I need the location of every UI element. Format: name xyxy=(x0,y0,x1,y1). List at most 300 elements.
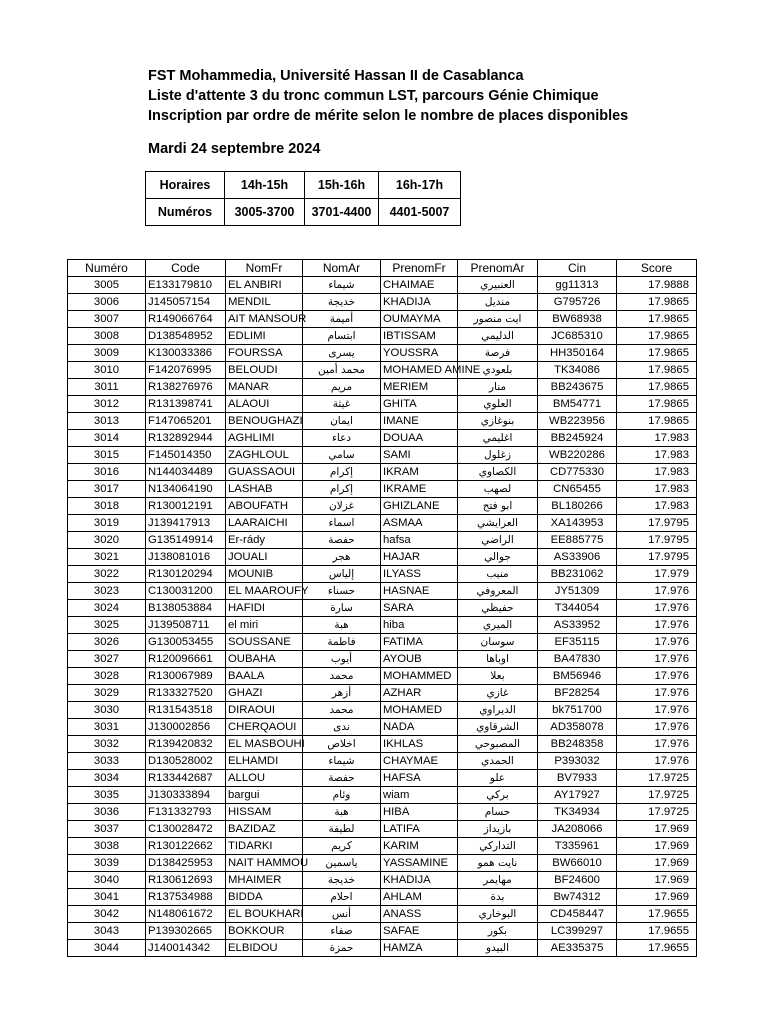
code-cell: C130031200 xyxy=(146,583,226,600)
score-cell: 17.9655 xyxy=(617,940,697,957)
code-cell: N148061672 xyxy=(146,906,226,923)
cin-cell: TK34934 xyxy=(538,804,617,821)
schedule-numbers-row xyxy=(146,199,461,226)
nom-fr-cell: OUBAHA xyxy=(226,651,303,668)
prenom-fr-cell: wiam xyxy=(381,787,458,804)
score-cell: 17.9725 xyxy=(617,787,697,804)
code-cell: K130033386 xyxy=(146,345,226,362)
cin-cell: P393032 xyxy=(538,753,617,770)
score-cell: 17.969 xyxy=(617,872,697,889)
nom-fr-cell: EL BOUKHARI xyxy=(226,906,303,923)
table-row xyxy=(68,804,697,821)
table-row xyxy=(68,736,697,753)
numero-cell: 3034 xyxy=(68,770,146,787)
column-header: NomAr xyxy=(303,260,381,277)
table-row xyxy=(68,617,697,634)
nom-fr-cell: HISSAM xyxy=(226,804,303,821)
cin-cell: AS33906 xyxy=(538,549,617,566)
table-row xyxy=(68,447,697,464)
score-cell: 17.979 xyxy=(617,566,697,583)
nom-ar-cell: هجر xyxy=(303,549,381,566)
cin-cell: BM56946 xyxy=(538,668,617,685)
table-row xyxy=(68,651,697,668)
code-cell: B138053884 xyxy=(146,600,226,617)
code-cell: R133442687 xyxy=(146,770,226,787)
numero-cell: 3011 xyxy=(68,379,146,396)
score-cell: 17.976 xyxy=(617,583,697,600)
prenom-ar-cell: العلوي xyxy=(458,396,538,413)
cin-cell: AS33952 xyxy=(538,617,617,634)
prenom-ar-cell: حفيظي xyxy=(458,600,538,617)
table-row xyxy=(68,821,697,838)
code-cell: R149066764 xyxy=(146,311,226,328)
table-row xyxy=(68,464,697,481)
code-cell: R131398741 xyxy=(146,396,226,413)
prenom-ar-cell: نايت همو xyxy=(458,855,538,872)
numero-cell: 3024 xyxy=(68,600,146,617)
prenom-fr-cell: DOUAA xyxy=(381,430,458,447)
table-row xyxy=(68,787,697,804)
code-cell: R138276976 xyxy=(146,379,226,396)
nom-ar-cell: سارة xyxy=(303,600,381,617)
table-row xyxy=(68,685,697,702)
nom-ar-cell: حمزة xyxy=(303,940,381,957)
prenom-fr-cell: hafsa xyxy=(381,532,458,549)
prenom-fr-cell: HASNAE xyxy=(381,583,458,600)
code-cell: N144034489 xyxy=(146,464,226,481)
cin-cell: Bw74312 xyxy=(538,889,617,906)
nom-fr-cell: JOUALI xyxy=(226,549,303,566)
numero-cell: 3012 xyxy=(68,396,146,413)
score-cell: 17.983 xyxy=(617,464,697,481)
nom-fr-cell: HAFIDI xyxy=(226,600,303,617)
prenom-ar-cell: العرايشي xyxy=(458,515,538,532)
cin-cell: CD775330 xyxy=(538,464,617,481)
nom-fr-cell: ABOUFATH xyxy=(226,498,303,515)
prenom-fr-cell: FATIMA xyxy=(381,634,458,651)
score-cell: 17.976 xyxy=(617,753,697,770)
nom-fr-cell: ALAOUI xyxy=(226,396,303,413)
column-header: Score xyxy=(617,260,697,277)
score-cell: 17.976 xyxy=(617,600,697,617)
prenom-fr-cell: KHADIJA xyxy=(381,872,458,889)
nom-fr-cell: BIDDA xyxy=(226,889,303,906)
nom-ar-cell: ابتسام xyxy=(303,328,381,345)
prenom-ar-cell: اوباها xyxy=(458,651,538,668)
prenom-ar-cell: علو xyxy=(458,770,538,787)
table-row xyxy=(68,481,697,498)
nom-fr-cell: GUASSAOUI xyxy=(226,464,303,481)
numero-cell: 3033 xyxy=(68,753,146,770)
nom-fr-cell: TIDARKI xyxy=(226,838,303,855)
score-cell: 17.9655 xyxy=(617,923,697,940)
code-cell: F142076995 xyxy=(146,362,226,379)
prenom-fr-cell: IKRAME xyxy=(381,481,458,498)
cin-cell: bk751700 xyxy=(538,702,617,719)
prenom-fr-cell: GHIZLANE xyxy=(381,498,458,515)
prenom-fr-cell: SARA xyxy=(381,600,458,617)
code-cell: R130012191 xyxy=(146,498,226,515)
score-cell: 17.9865 xyxy=(617,311,697,328)
prenom-fr-cell: HAMZA xyxy=(381,940,458,957)
table-row xyxy=(68,413,697,430)
score-cell: 17.983 xyxy=(617,498,697,515)
prenom-fr-cell: IKHLAS xyxy=(381,736,458,753)
prenom-ar-cell: الراضي xyxy=(458,532,538,549)
code-cell: R137534988 xyxy=(146,889,226,906)
nom-ar-cell: ندى xyxy=(303,719,381,736)
score-cell: 17.9865 xyxy=(617,413,697,430)
schedule-table xyxy=(145,171,461,226)
nom-fr-cell: ELHAMDI xyxy=(226,753,303,770)
table-row xyxy=(68,600,697,617)
prenom-ar-cell: بنوغازي xyxy=(458,413,538,430)
prenom-fr-cell: MOHAMMED xyxy=(381,668,458,685)
prenom-ar-cell: الكصاوي xyxy=(458,464,538,481)
schedule-range: 3005-3700 xyxy=(225,199,305,226)
cin-cell: CN65455 xyxy=(538,481,617,498)
prenom-ar-cell: سوسان xyxy=(458,634,538,651)
column-header: Cin xyxy=(538,260,617,277)
score-cell: 17.9865 xyxy=(617,294,697,311)
nom-fr-cell: BENOUGHAZI xyxy=(226,413,303,430)
numero-cell: 3032 xyxy=(68,736,146,753)
cin-cell: T344054 xyxy=(538,600,617,617)
nom-ar-cell: حفصة xyxy=(303,770,381,787)
nom-ar-cell: ياسمين xyxy=(303,855,381,872)
table-row xyxy=(68,328,697,345)
code-cell: R131543518 xyxy=(146,702,226,719)
table-row xyxy=(68,838,697,855)
score-cell: 17.983 xyxy=(617,447,697,464)
prenom-fr-cell: HIBA xyxy=(381,804,458,821)
schedule-hours-label: Horaires xyxy=(146,172,225,199)
prenom-fr-cell: hiba xyxy=(381,617,458,634)
cin-cell: HH350164 xyxy=(538,345,617,362)
prenom-ar-cell: المعروفي xyxy=(458,583,538,600)
numero-cell: 3007 xyxy=(68,311,146,328)
table-header-row xyxy=(68,260,697,277)
prenom-ar-cell: الميري xyxy=(458,617,538,634)
numero-cell: 3043 xyxy=(68,923,146,940)
prenom-fr-cell: OUMAYMA xyxy=(381,311,458,328)
nom-fr-cell: MOUNIB xyxy=(226,566,303,583)
numero-cell: 3044 xyxy=(68,940,146,957)
score-cell: 17.9655 xyxy=(617,906,697,923)
score-cell: 17.9865 xyxy=(617,345,697,362)
cin-cell: BA47830 xyxy=(538,651,617,668)
score-cell: 17.976 xyxy=(617,651,697,668)
prenom-ar-cell: ابو فتح xyxy=(458,498,538,515)
numero-cell: 3038 xyxy=(68,838,146,855)
prenom-ar-cell: غازي xyxy=(458,685,538,702)
prenom-ar-cell: بازيداز xyxy=(458,821,538,838)
nom-ar-cell: غزلان xyxy=(303,498,381,515)
nom-ar-cell: إلياس xyxy=(303,566,381,583)
nom-fr-cell: ALLOU xyxy=(226,770,303,787)
cin-cell: AD358078 xyxy=(538,719,617,736)
nom-fr-cell: EL ANBIRI xyxy=(226,277,303,294)
prenom-ar-cell: التداركي xyxy=(458,838,538,855)
numero-cell: 3005 xyxy=(68,277,146,294)
table-row xyxy=(68,379,697,396)
prenom-fr-cell: NADA xyxy=(381,719,458,736)
score-cell: 17.9795 xyxy=(617,549,697,566)
nom-ar-cell: محمد xyxy=(303,702,381,719)
nom-ar-cell: اسماء xyxy=(303,515,381,532)
nom-fr-cell: MHAIMER xyxy=(226,872,303,889)
score-cell: 17.969 xyxy=(617,821,697,838)
cin-cell: BM54771 xyxy=(538,396,617,413)
nom-fr-cell: GHAZI xyxy=(226,685,303,702)
nom-ar-cell: لطيفة xyxy=(303,821,381,838)
code-cell: J138081016 xyxy=(146,549,226,566)
numero-cell: 3019 xyxy=(68,515,146,532)
score-cell: 17.9725 xyxy=(617,770,697,787)
score-cell: 17.9795 xyxy=(617,515,697,532)
prenom-ar-cell: بركي xyxy=(458,787,538,804)
score-cell: 17.976 xyxy=(617,702,697,719)
schedule-range: 3701-4400 xyxy=(305,199,379,226)
prenom-fr-cell: ILYASS xyxy=(381,566,458,583)
score-cell: 17.9888 xyxy=(617,277,697,294)
prenom-ar-cell: بدة xyxy=(458,889,538,906)
schedule-time: 15h-16h xyxy=(305,172,379,199)
prenom-fr-cell: HAJAR xyxy=(381,549,458,566)
column-header: PrenomAr xyxy=(458,260,538,277)
code-cell: C130028472 xyxy=(146,821,226,838)
nom-ar-cell: أزهر xyxy=(303,685,381,702)
table-row xyxy=(68,634,697,651)
numero-cell: 3027 xyxy=(68,651,146,668)
cin-cell: WB220286 xyxy=(538,447,617,464)
nom-fr-cell: Er-rády xyxy=(226,532,303,549)
numero-cell: 3035 xyxy=(68,787,146,804)
table-row xyxy=(68,566,697,583)
code-cell: J130002856 xyxy=(146,719,226,736)
code-cell: F131332793 xyxy=(146,804,226,821)
code-cell: R132892944 xyxy=(146,430,226,447)
score-cell: 17.9795 xyxy=(617,532,697,549)
schedule-numbers-label: Numéros xyxy=(146,199,225,226)
code-cell: E133179810 xyxy=(146,277,226,294)
code-cell: R120096661 xyxy=(146,651,226,668)
numero-cell: 3008 xyxy=(68,328,146,345)
nom-fr-cell: AGHLIMI xyxy=(226,430,303,447)
numero-cell: 3031 xyxy=(68,719,146,736)
nom-fr-cell: EL MASBOUHI xyxy=(226,736,303,753)
nom-ar-cell: أميمة xyxy=(303,311,381,328)
table-row xyxy=(68,498,697,515)
prenom-ar-cell: منديل xyxy=(458,294,538,311)
prenom-fr-cell: SAMI xyxy=(381,447,458,464)
cin-cell: T335961 xyxy=(538,838,617,855)
table-row xyxy=(68,396,697,413)
prenom-ar-cell: المصبوحي xyxy=(458,736,538,753)
prenom-fr-cell: YOUSSRA xyxy=(381,345,458,362)
table-row xyxy=(68,940,697,957)
nom-fr-cell: FOURSSA xyxy=(226,345,303,362)
cin-cell: LC399297 xyxy=(538,923,617,940)
code-cell: J139508711 xyxy=(146,617,226,634)
score-cell: 17.9865 xyxy=(617,396,697,413)
column-header: Code xyxy=(146,260,226,277)
cin-cell: XA143953 xyxy=(538,515,617,532)
table-row xyxy=(68,872,697,889)
code-cell: N134064190 xyxy=(146,481,226,498)
nom-fr-cell: MANAR xyxy=(226,379,303,396)
numero-cell: 3009 xyxy=(68,345,146,362)
numero-cell: 3006 xyxy=(68,294,146,311)
numero-cell: 3030 xyxy=(68,702,146,719)
nom-ar-cell: شيماء xyxy=(303,753,381,770)
nom-ar-cell: خديجة xyxy=(303,872,381,889)
prenom-ar-cell: البيدو xyxy=(458,940,538,957)
prenom-fr-cell: HAFSA xyxy=(381,770,458,787)
prenom-ar-cell: الحمدي xyxy=(458,753,538,770)
prenom-fr-cell: IMANE xyxy=(381,413,458,430)
prenom-fr-cell: ASMAA xyxy=(381,515,458,532)
table-row xyxy=(68,277,697,294)
nom-ar-cell: كريم xyxy=(303,838,381,855)
nom-fr-cell: CHERQAOUI xyxy=(226,719,303,736)
code-cell: R130122662 xyxy=(146,838,226,855)
nom-ar-cell: فاطمة xyxy=(303,634,381,651)
code-cell: F145014350 xyxy=(146,447,226,464)
prenom-fr-cell: AHLAM xyxy=(381,889,458,906)
table-row xyxy=(68,753,697,770)
prenom-ar-cell: البوخاري xyxy=(458,906,538,923)
numero-cell: 3014 xyxy=(68,430,146,447)
nom-fr-cell: EL MAAROUFY xyxy=(226,583,303,600)
cin-cell: BL180266 xyxy=(538,498,617,515)
numero-cell: 3041 xyxy=(68,889,146,906)
table-row xyxy=(68,923,697,940)
cin-cell: CD458447 xyxy=(538,906,617,923)
prenom-fr-cell: MERIEM xyxy=(381,379,458,396)
cin-cell: BW68938 xyxy=(538,311,617,328)
schedule-range: 4401-5007 xyxy=(379,199,461,226)
table-row xyxy=(68,906,697,923)
nom-ar-cell: حفصة xyxy=(303,532,381,549)
prenom-ar-cell: مهايمر xyxy=(458,872,538,889)
cin-cell: BB231062 xyxy=(538,566,617,583)
prenom-ar-cell: الديراوي xyxy=(458,702,538,719)
numero-cell: 3017 xyxy=(68,481,146,498)
table-row xyxy=(68,583,697,600)
table-row xyxy=(68,855,697,872)
schedule-time: 14h-15h xyxy=(225,172,305,199)
table-row xyxy=(68,549,697,566)
prenom-fr-cell: KHADIJA xyxy=(381,294,458,311)
nom-fr-cell: SOUSSANE xyxy=(226,634,303,651)
table-row xyxy=(68,430,697,447)
score-cell: 17.9865 xyxy=(617,362,697,379)
code-cell: R130120294 xyxy=(146,566,226,583)
nom-fr-cell: ZAGHLOUL xyxy=(226,447,303,464)
cin-cell: AY17927 xyxy=(538,787,617,804)
numero-cell: 3016 xyxy=(68,464,146,481)
cin-cell: JC685310 xyxy=(538,328,617,345)
score-cell: 17.983 xyxy=(617,430,697,447)
schedule-time: 16h-17h xyxy=(379,172,461,199)
nom-ar-cell: ايمان xyxy=(303,413,381,430)
table-row xyxy=(68,345,697,362)
score-cell: 17.9865 xyxy=(617,328,697,345)
document-header xyxy=(148,66,628,126)
nom-ar-cell: شيماء xyxy=(303,277,381,294)
score-cell: 17.976 xyxy=(617,685,697,702)
score-cell: 17.969 xyxy=(617,889,697,906)
cin-cell: BB245924 xyxy=(538,430,617,447)
column-header: PrenomFr xyxy=(381,260,458,277)
prenom-ar-cell: جوالي xyxy=(458,549,538,566)
nom-ar-cell: محمد xyxy=(303,668,381,685)
prenom-fr-cell: ANASS xyxy=(381,906,458,923)
nom-ar-cell: مريم xyxy=(303,379,381,396)
prenom-ar-cell: ايت منصور xyxy=(458,311,538,328)
code-cell: G135149914 xyxy=(146,532,226,549)
table-row xyxy=(68,770,697,787)
prenom-fr-cell: SAFAE xyxy=(381,923,458,940)
table-row xyxy=(68,532,697,549)
document-date: Mardi 24 septembre 2024 xyxy=(148,141,321,157)
cin-cell: JY51309 xyxy=(538,583,617,600)
cin-cell: BF24600 xyxy=(538,872,617,889)
prenom-fr-cell: IBTISSAM xyxy=(381,328,458,345)
code-cell: D138425953 xyxy=(146,855,226,872)
nom-ar-cell: دعاء xyxy=(303,430,381,447)
nom-ar-cell: حسناء xyxy=(303,583,381,600)
prenom-fr-cell: GHITA xyxy=(381,396,458,413)
nom-fr-cell: EDLIMI xyxy=(226,328,303,345)
prenom-ar-cell: الشرقاوي xyxy=(458,719,538,736)
cin-cell: BF28254 xyxy=(538,685,617,702)
nom-fr-cell: LAARAICHI xyxy=(226,515,303,532)
nom-fr-cell: BAALA xyxy=(226,668,303,685)
table-row xyxy=(68,719,697,736)
nom-fr-cell: NAIT HAMMOU xyxy=(226,855,303,872)
score-cell: 17.976 xyxy=(617,617,697,634)
prenom-fr-cell: MOHAMED AMINE xyxy=(381,362,458,379)
nom-fr-cell: BOKKOUR xyxy=(226,923,303,940)
list-subtitle: Inscription par ordre de mérite selon le nombre de places disponibles xyxy=(148,108,629,124)
nom-ar-cell: أيوب xyxy=(303,651,381,668)
numero-cell: 3015 xyxy=(68,447,146,464)
code-cell: P139302665 xyxy=(146,923,226,940)
score-cell: 17.976 xyxy=(617,736,697,753)
score-cell: 17.976 xyxy=(617,719,697,736)
code-cell: D138548952 xyxy=(146,328,226,345)
waiting-list-table xyxy=(67,259,697,957)
prenom-ar-cell: حسام xyxy=(458,804,538,821)
prenom-ar-cell: اغليمي xyxy=(458,430,538,447)
numero-cell: 3013 xyxy=(68,413,146,430)
score-cell: 17.9725 xyxy=(617,804,697,821)
nom-ar-cell: هبة xyxy=(303,804,381,821)
nom-ar-cell: خديجة xyxy=(303,294,381,311)
schedule-hours-row xyxy=(146,172,461,199)
nom-fr-cell: LASHAB xyxy=(226,481,303,498)
column-header: NomFr xyxy=(226,260,303,277)
score-cell: 17.983 xyxy=(617,481,697,498)
table-row xyxy=(68,515,697,532)
cin-cell: AE335375 xyxy=(538,940,617,957)
nom-ar-cell: إكرام xyxy=(303,481,381,498)
nom-ar-cell: صفاء xyxy=(303,923,381,940)
table-row xyxy=(68,889,697,906)
numero-cell: 3028 xyxy=(68,668,146,685)
